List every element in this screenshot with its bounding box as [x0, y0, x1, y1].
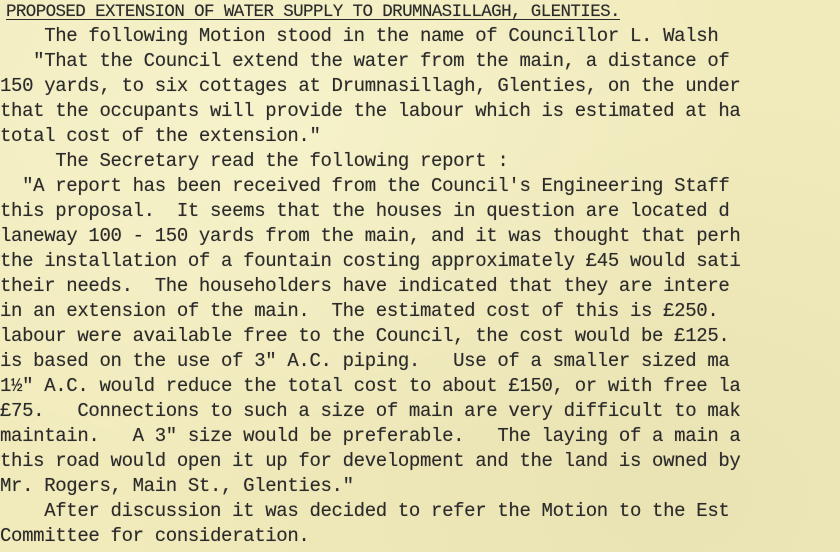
- document-line: total cost of the extension.": [0, 125, 321, 147]
- document-line: "A report has been received from the Council's Engineering Staff: [0, 175, 730, 197]
- document-line: maintain. A 3" size would be preferable. The laying of a main a: [0, 425, 741, 447]
- document-line: 1½" A.C. would reduce the total cost to about £150, or with free la: [0, 375, 741, 397]
- document-line: The Secretary read the following report :: [0, 150, 509, 172]
- document-line: £75. Connections to such a size of main are very difficult to mak: [0, 400, 741, 422]
- document-line: "That the Council extend the water from the main, a distance of: [0, 50, 730, 72]
- document-line: The following Motion stood in the name of Councillor L. Walsh: [0, 25, 719, 47]
- document-heading: PROPOSED EXTENSION OF WATER SUPPLY TO DRUMNASILLAGH, GLENTIES.: [6, 2, 620, 22]
- document-line: their needs. The householders have indicated that they are intere: [0, 275, 730, 297]
- document-line: the installation of a fountain costing approximately £45 would sati: [0, 250, 741, 272]
- document-line: is based on the use of 3" A.C. piping. Use of a smaller sized ma: [0, 350, 730, 372]
- document-line: this proposal. It seems that the houses in question are located d: [0, 200, 730, 222]
- document-line: 150 yards, to six cottages at Drumnasillagh, Glenties, on the under: [0, 75, 741, 97]
- document-line: Committee for consideration.: [0, 525, 310, 547]
- document-line: this road would open it up for development and the land is owned by: [0, 450, 741, 472]
- document-line: that the occupants will provide the labour which is estimated at ha: [0, 100, 741, 122]
- document-line: laneway 100 - 150 yards from the main, and it was thought that perh: [0, 225, 741, 247]
- document-line: After discussion it was decided to refer the Motion to the Est: [0, 500, 730, 522]
- document-line: Mr. Rogers, Main St., Glenties.": [0, 475, 354, 497]
- document-line: labour were available free to the Council, the cost would be £125.: [0, 325, 730, 347]
- document-line: in an extension of the main. The estimated cost of this is £250.: [0, 300, 719, 322]
